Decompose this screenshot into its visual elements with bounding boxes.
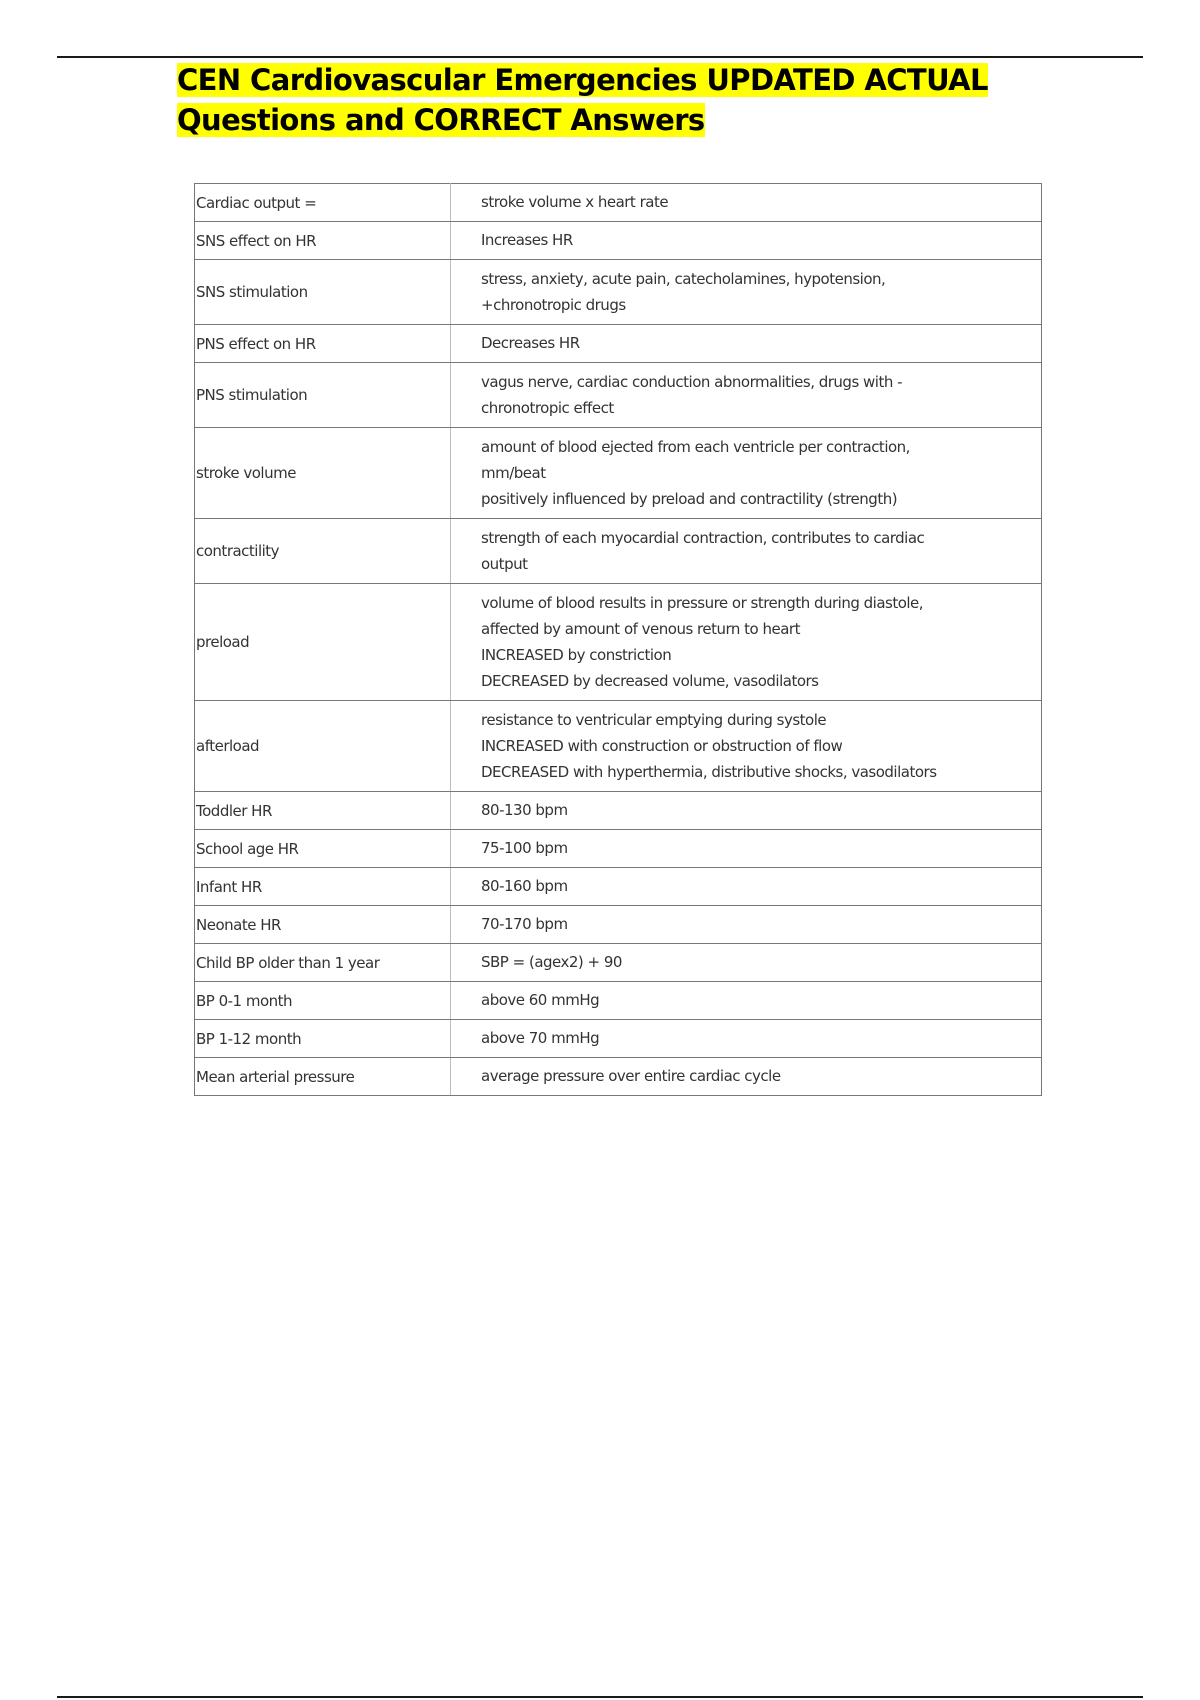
definition-line: mm/beat [481, 464, 546, 482]
definition-line: 70-170 bpm [481, 915, 568, 933]
definition-line: amount of blood ejected from each ventricle per contraction, [481, 438, 910, 456]
definition-line: positively influenced by preload and contractility (strength) [481, 490, 898, 508]
term-cell: PNS stimulation [195, 363, 451, 428]
definition-line: 80-130 bpm [481, 801, 568, 819]
table-row [195, 701, 1042, 792]
definition-line: Decreases HR [481, 334, 580, 352]
term-cell: BP 1-12 month [195, 1020, 451, 1058]
term-cell: SNS stimulation [195, 260, 451, 325]
qa-table [194, 183, 1042, 1096]
definition-line: 75-100 bpm [481, 839, 568, 857]
definition-line: vagus nerve, cardiac conduction abnormalities, drugs with - [481, 373, 903, 391]
definition-cell [451, 906, 1042, 944]
definition-line: volume of blood results in pressure or strength during diastole, [481, 594, 924, 612]
term-cell: stroke volume [195, 428, 451, 519]
definition-line: average pressure over entire cardiac cycle [481, 1067, 781, 1085]
definition-cell [451, 792, 1042, 830]
definition-line: stress, anxiety, acute pain, catecholamines, hypotension, [481, 270, 886, 288]
table-row [195, 363, 1042, 428]
definition-cell [451, 184, 1042, 222]
term-cell: afterload [195, 701, 451, 792]
table-row [195, 260, 1042, 325]
table-row [195, 830, 1042, 868]
term-cell: BP 0-1 month [195, 982, 451, 1020]
definition-cell [451, 830, 1042, 868]
definition-line: above 70 mmHg [481, 1029, 600, 1047]
title-line-2: Questions and CORRECT Answers [177, 103, 705, 137]
definition-line: resistance to ventricular emptying during systole [481, 711, 827, 729]
table-row [195, 1058, 1042, 1096]
table-row [195, 222, 1042, 260]
qa-table-body [195, 184, 1042, 1096]
term-cell: Toddler HR [195, 792, 451, 830]
definition-line: DECREASED by decreased volume, vasodilators [481, 672, 819, 690]
definition-line: INCREASED by constriction [481, 646, 672, 664]
definition-line: SBP = (agex2) + 90 [481, 953, 622, 971]
definition-line: INCREASED with construction or obstruction of flow [481, 737, 843, 755]
definition-cell [451, 222, 1042, 260]
definition-cell [451, 701, 1042, 792]
definition-cell [451, 944, 1042, 982]
definition-line: DECREASED with hyperthermia, distributive shocks, vasodilators [481, 763, 937, 781]
term-cell: Neonate HR [195, 906, 451, 944]
definition-line: 80-160 bpm [481, 877, 568, 895]
title-line-1: CEN Cardiovascular Emergencies UPDATED ACTUAL [177, 63, 988, 97]
table-row [195, 325, 1042, 363]
term-cell: SNS effect on HR [195, 222, 451, 260]
definition-line: stroke volume x heart rate [481, 193, 669, 211]
document-title [177, 60, 997, 140]
term-cell: Cardiac output = [195, 184, 451, 222]
definition-cell [451, 260, 1042, 325]
footer-rule [57, 1696, 1143, 1698]
table-row [195, 792, 1042, 830]
term-cell: School age HR [195, 830, 451, 868]
definition-cell [451, 428, 1042, 519]
definition-cell [451, 584, 1042, 701]
definition-cell [451, 1058, 1042, 1096]
term-cell: contractility [195, 519, 451, 584]
header-rule [57, 56, 1143, 58]
term-cell: Mean arterial pressure [195, 1058, 451, 1096]
definition-line: chronotropic effect [481, 399, 614, 417]
table-row [195, 868, 1042, 906]
definition-cell [451, 519, 1042, 584]
definition-line: output [481, 555, 528, 573]
definition-line: above 60 mmHg [481, 991, 600, 1009]
definition-cell [451, 1020, 1042, 1058]
definition-line: +chronotropic drugs [481, 296, 626, 314]
table-row [195, 519, 1042, 584]
term-cell: PNS effect on HR [195, 325, 451, 363]
definition-cell [451, 982, 1042, 1020]
definition-line: Increases HR [481, 231, 573, 249]
table-row [195, 584, 1042, 701]
term-cell: preload [195, 584, 451, 701]
table-row [195, 1020, 1042, 1058]
table-row [195, 944, 1042, 982]
definition-line: strength of each myocardial contraction, contributes to cardiac [481, 529, 925, 547]
term-cell: Child BP older than 1 year [195, 944, 451, 982]
table-row [195, 982, 1042, 1020]
definition-line: affected by amount of venous return to heart [481, 620, 800, 638]
definition-cell [451, 363, 1042, 428]
term-cell: Infant HR [195, 868, 451, 906]
definition-cell [451, 868, 1042, 906]
definition-cell [451, 325, 1042, 363]
table-row [195, 184, 1042, 222]
table-row [195, 428, 1042, 519]
table-row [195, 906, 1042, 944]
